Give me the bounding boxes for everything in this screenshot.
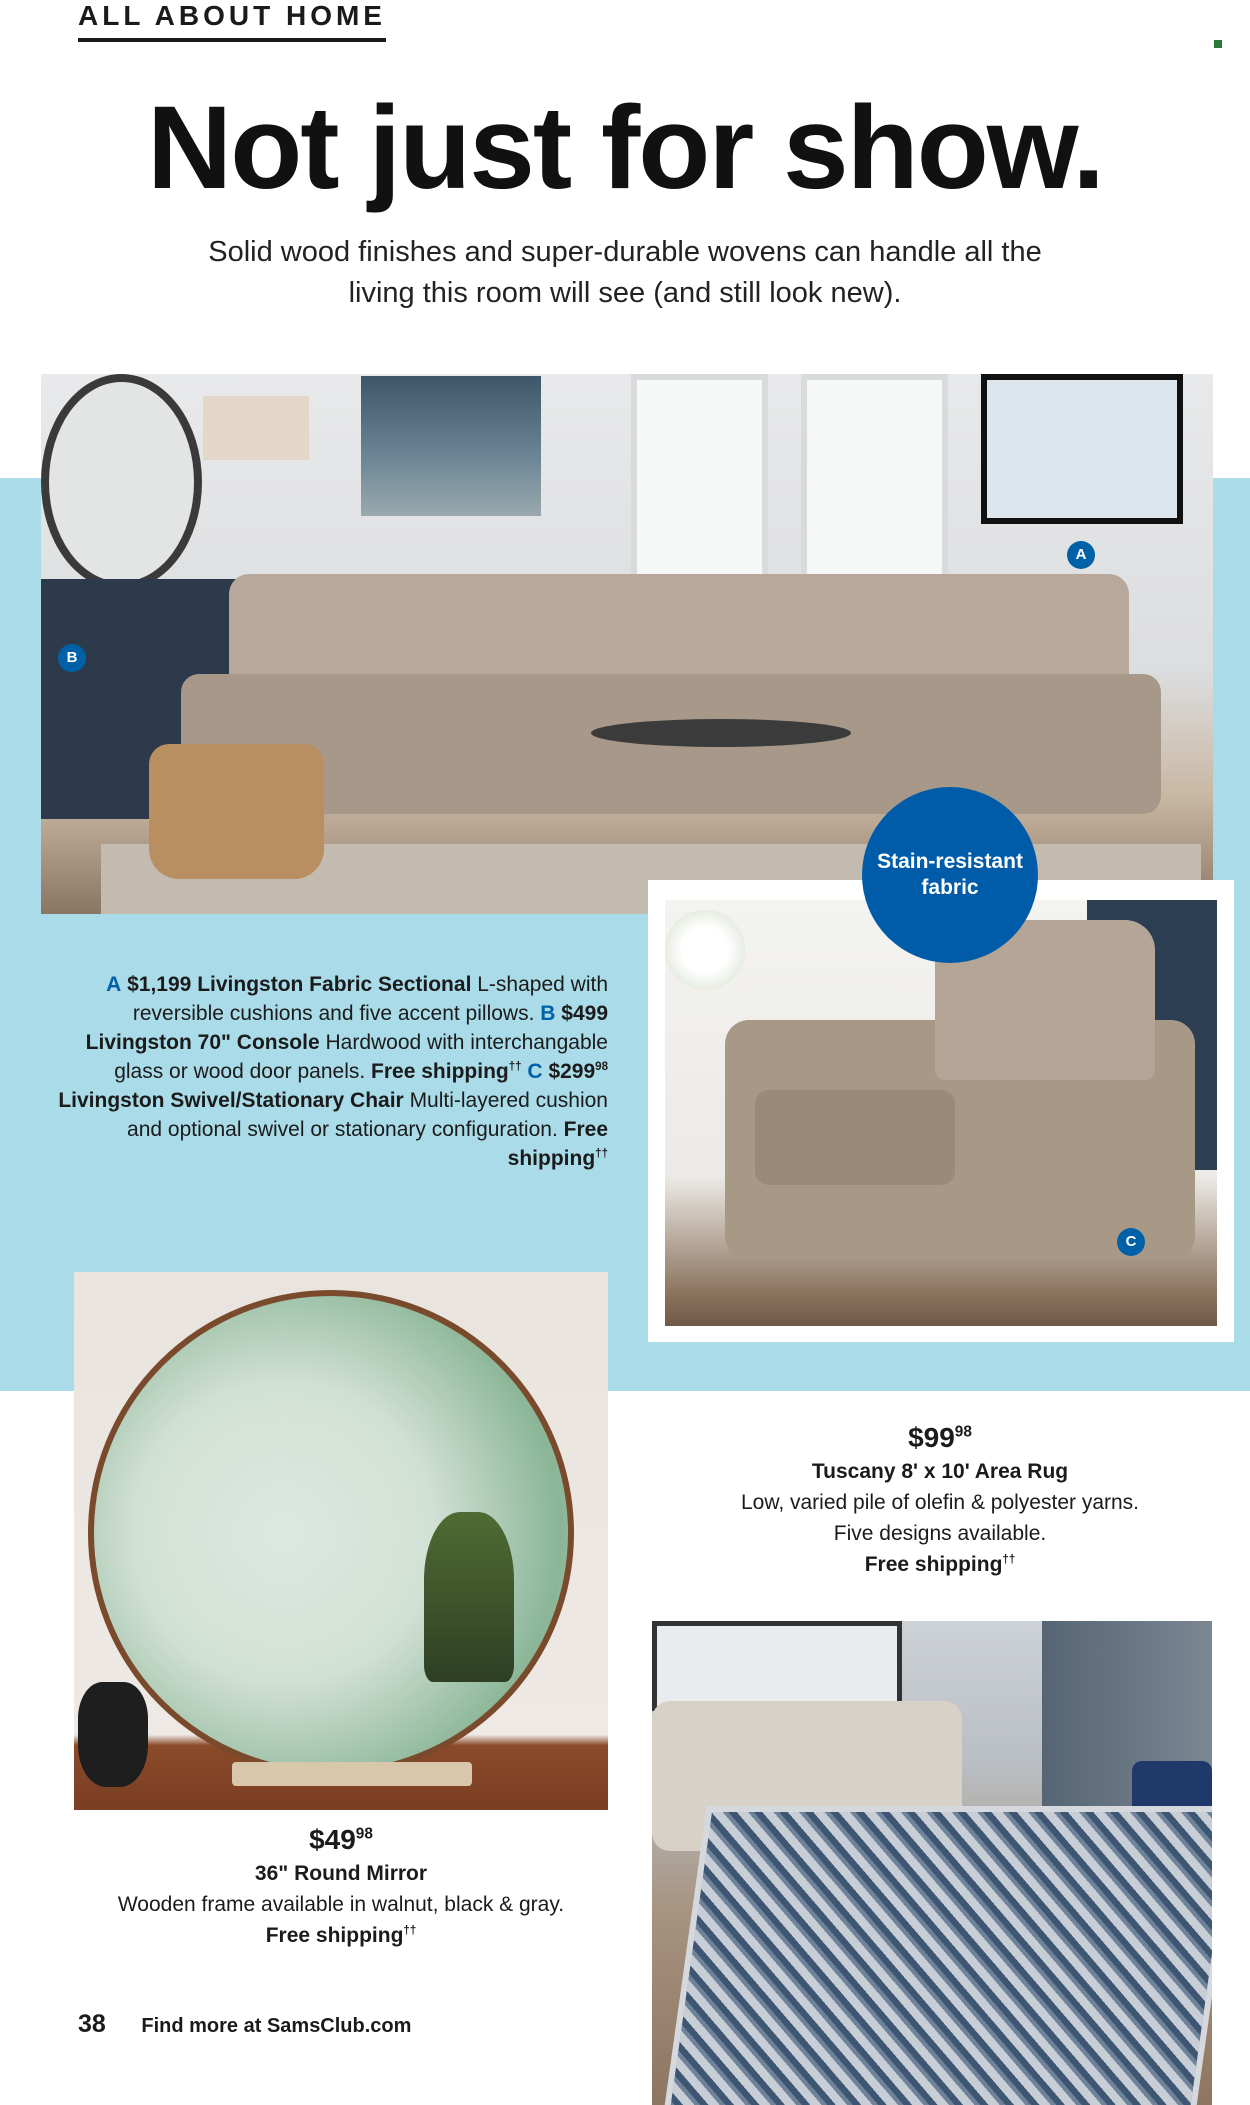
mirror-description [74,1822,608,1951]
shipping-mark: †† [508,1061,522,1073]
mirror-desc: Wooden frame available in walnut, black & gray. [117,1893,565,1916]
corner-mark [1214,40,1222,48]
stain-resistant-callout [862,787,1038,963]
area-rug-photo [652,1621,1212,2105]
shipping-mark: †† [1002,1554,1016,1566]
console-desc: Hardwood with interchangable glass or wood door panels. [114,1031,608,1083]
mirror-price-cents: 98 [355,1825,373,1843]
window [631,374,768,581]
rug-price: $99 [908,1422,955,1453]
page-footer [78,2010,411,2039]
mirror-shipping: Free shipping [265,1924,404,1947]
round-mirror-photo [74,1272,608,1810]
chair-shipping: Free shipping [507,1118,608,1170]
coffee-table [591,719,851,747]
chair-name: Livingston Swivel/Stationary Chair [58,1089,404,1112]
page-subtitle: Solid wood finishes and super-durable wovens can handle all the living this room will see (and still look new). [208,236,1042,309]
vase [78,1682,148,1787]
basket [149,744,324,879]
sectional-photo [41,374,1213,914]
shipping-mark: †† [403,1925,417,1937]
rug-name: Tuscany 8' x 10' Area Rug [811,1460,1069,1483]
badge-c: C [1117,1228,1145,1256]
console-shipping: Free shipping [371,1060,509,1083]
page-number: 38 [78,2010,106,2038]
section-label: ALL ABOUT HOME [78,0,386,42]
shipping-mark: †† [595,1148,608,1160]
flowers [665,910,745,990]
book [232,1762,472,1786]
rug-desc-line-2: Five designs available. [833,1522,1047,1545]
chair-seat [755,1090,955,1185]
rug-desc-line-1: Low, varied pile of olefin & polyester yarns. [740,1491,1140,1514]
chair-price-cents: 98 [595,1061,608,1073]
plant [424,1512,514,1682]
chair-desc: Multi-layered cushion and optional swivel or stationary configuration. [127,1089,608,1141]
samsclub-link[interactable]: Find more at SamsClub.com [141,2015,412,2037]
callout-line-1: Stain-resistant [877,850,1023,873]
console-name: Livingston 70" Console [85,1031,320,1054]
area-rug [657,1806,1212,2105]
framed-picture [981,374,1183,524]
mirror-name: 36" Round Mirror [254,1862,428,1885]
round-mirror [41,374,202,590]
sectional-name: Livingston Fabric Sectional [197,973,472,996]
mirror-price: $49 [309,1824,356,1855]
lamp [203,396,309,460]
sectional-price: $1,199 [127,973,192,996]
console-price: $499 [561,1002,608,1025]
rug-description [680,1420,1200,1580]
chair-price: $299 [548,1060,596,1083]
rug-price-cents: 98 [954,1423,972,1441]
item-letter-a: A [106,973,122,996]
item-letter-b: B [540,1002,556,1025]
badge-a: A [1067,541,1095,569]
badge-b: B [58,644,86,672]
sectional-desc: L-shaped with reversible cushions and five accent pillows. [132,973,608,1025]
item-letter-c: C [527,1060,543,1083]
window [652,1621,902,1711]
wall-art [361,376,541,516]
callout-line-2: fabric [921,876,979,899]
rug-shipping: Free shipping [864,1553,1003,1576]
window [801,374,948,581]
living-set-description [40,970,608,1173]
page-title: Not just for show. [147,82,1103,214]
